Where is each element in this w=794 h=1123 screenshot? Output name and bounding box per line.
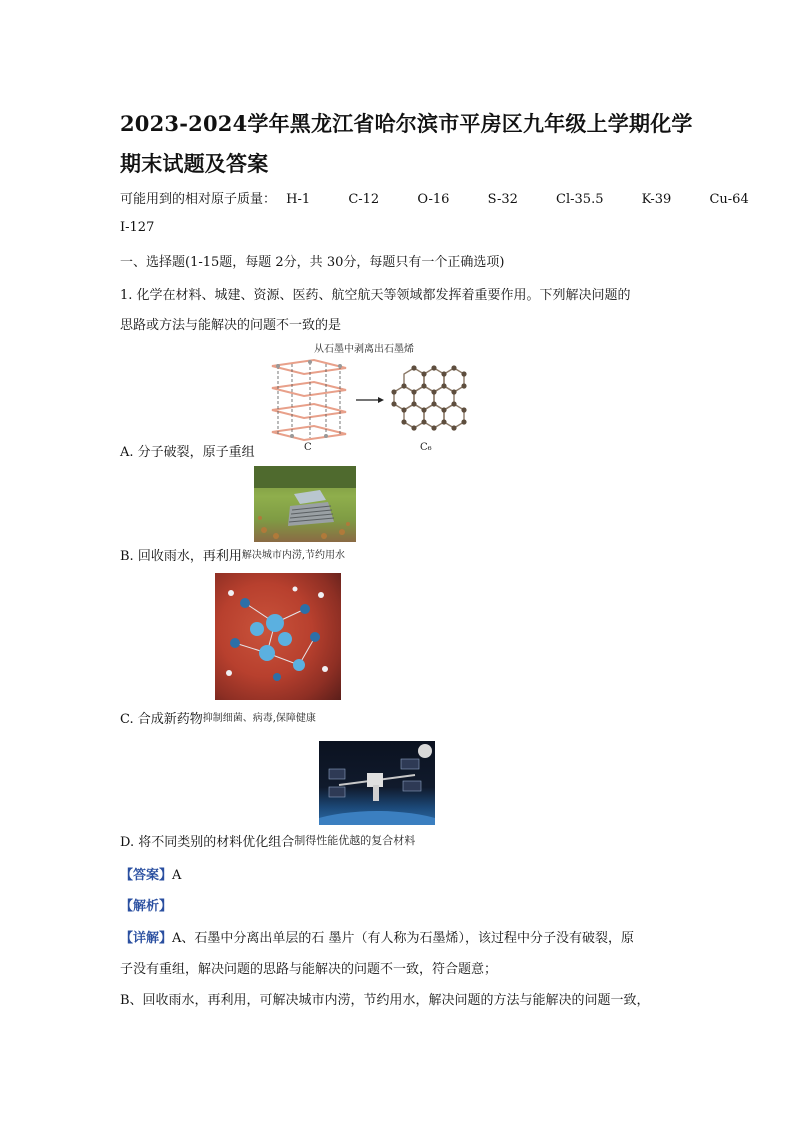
- figure-label-right: C₆: [420, 442, 432, 453]
- option-d-text: D. 将不同类别的材料优化组合: [120, 835, 295, 850]
- option-a: A. 分子破裂，原子重组: [120, 445, 255, 460]
- detail-line3: B、回收雨水，再利用，可解决城市内涝，节约用水，解决问题的方法与能解决的问题一致，: [120, 993, 650, 1008]
- mass-item: O-16: [417, 192, 450, 207]
- figure-label-left: C: [304, 442, 312, 453]
- option-b-caption: 解决城市内涝,节约用水: [241, 550, 346, 561]
- option-c-text: C. 合成新药物: [120, 712, 203, 727]
- answer-row: [120, 864, 181, 883]
- mass-item: Cl-35.5: [556, 192, 604, 207]
- atomic-mass-label: 可能用到的相对原子质量：: [120, 192, 277, 207]
- option-b: [120, 545, 345, 564]
- option-d-caption: 制得性能优越的复合材料: [294, 834, 416, 847]
- option-c-caption: 抑制细菌、病毒,保障健康: [202, 713, 316, 724]
- question-1-line1: 1. 化学在材料、城建、资源、医药、航空航天等领域都发挥着重要作用。下列解决问题的: [120, 288, 631, 303]
- figure-caption: 从石墨中剥离出石墨烯: [314, 344, 414, 355]
- detail-tag: 【详解】: [120, 931, 173, 946]
- doc-title-line1: 2023-2024学年黑龙江省哈尔滨市平房区九年级上学期化学: [120, 111, 693, 136]
- mass-item: K-39: [641, 192, 672, 207]
- detail-line1: [120, 927, 634, 946]
- space-station-illustration: [319, 741, 435, 825]
- option-d: [120, 831, 415, 850]
- analysis-tag: 【解析】: [120, 899, 173, 914]
- doc-title-line2: 期末试题及答案: [120, 151, 269, 176]
- answer-tag: 【答案】: [120, 868, 173, 883]
- molecule-illustration: [215, 573, 341, 700]
- molecule-photo: [215, 573, 341, 700]
- mass-item: H-1: [286, 192, 311, 207]
- detail-text-1: A、石墨中分离出单层的石 墨片（有人称为石墨烯），该过程中分子没有破裂，原: [172, 931, 635, 946]
- question-1-line2: 思路或方法与能解决的问题不一致的是: [120, 318, 342, 333]
- graphene-figure: [264, 338, 476, 460]
- rainwater-photo: [254, 466, 356, 542]
- mass-item: I-127: [120, 220, 155, 235]
- answer-value: A: [172, 868, 182, 883]
- option-b-text: B. 回收雨水，再利用: [120, 549, 242, 564]
- atomic-mass-row: [120, 188, 749, 207]
- section-heading: 一、选择题(1-15题，每题 2分，共 30分，每题只有一个正确选项): [120, 255, 505, 270]
- mass-item: Cu-64: [709, 192, 749, 207]
- option-c: [120, 708, 316, 727]
- graphene-illustration: [264, 338, 476, 460]
- detail-line2: 子没有重组，解决问题的思路与能解决的问题不一致，符合题意；: [120, 962, 498, 977]
- mass-item: S-32: [487, 192, 518, 207]
- mass-item: C-12: [348, 192, 380, 207]
- space-station-photo: [319, 741, 435, 825]
- analysis-row: [120, 895, 172, 914]
- rainwater-illustration: [254, 466, 356, 542]
